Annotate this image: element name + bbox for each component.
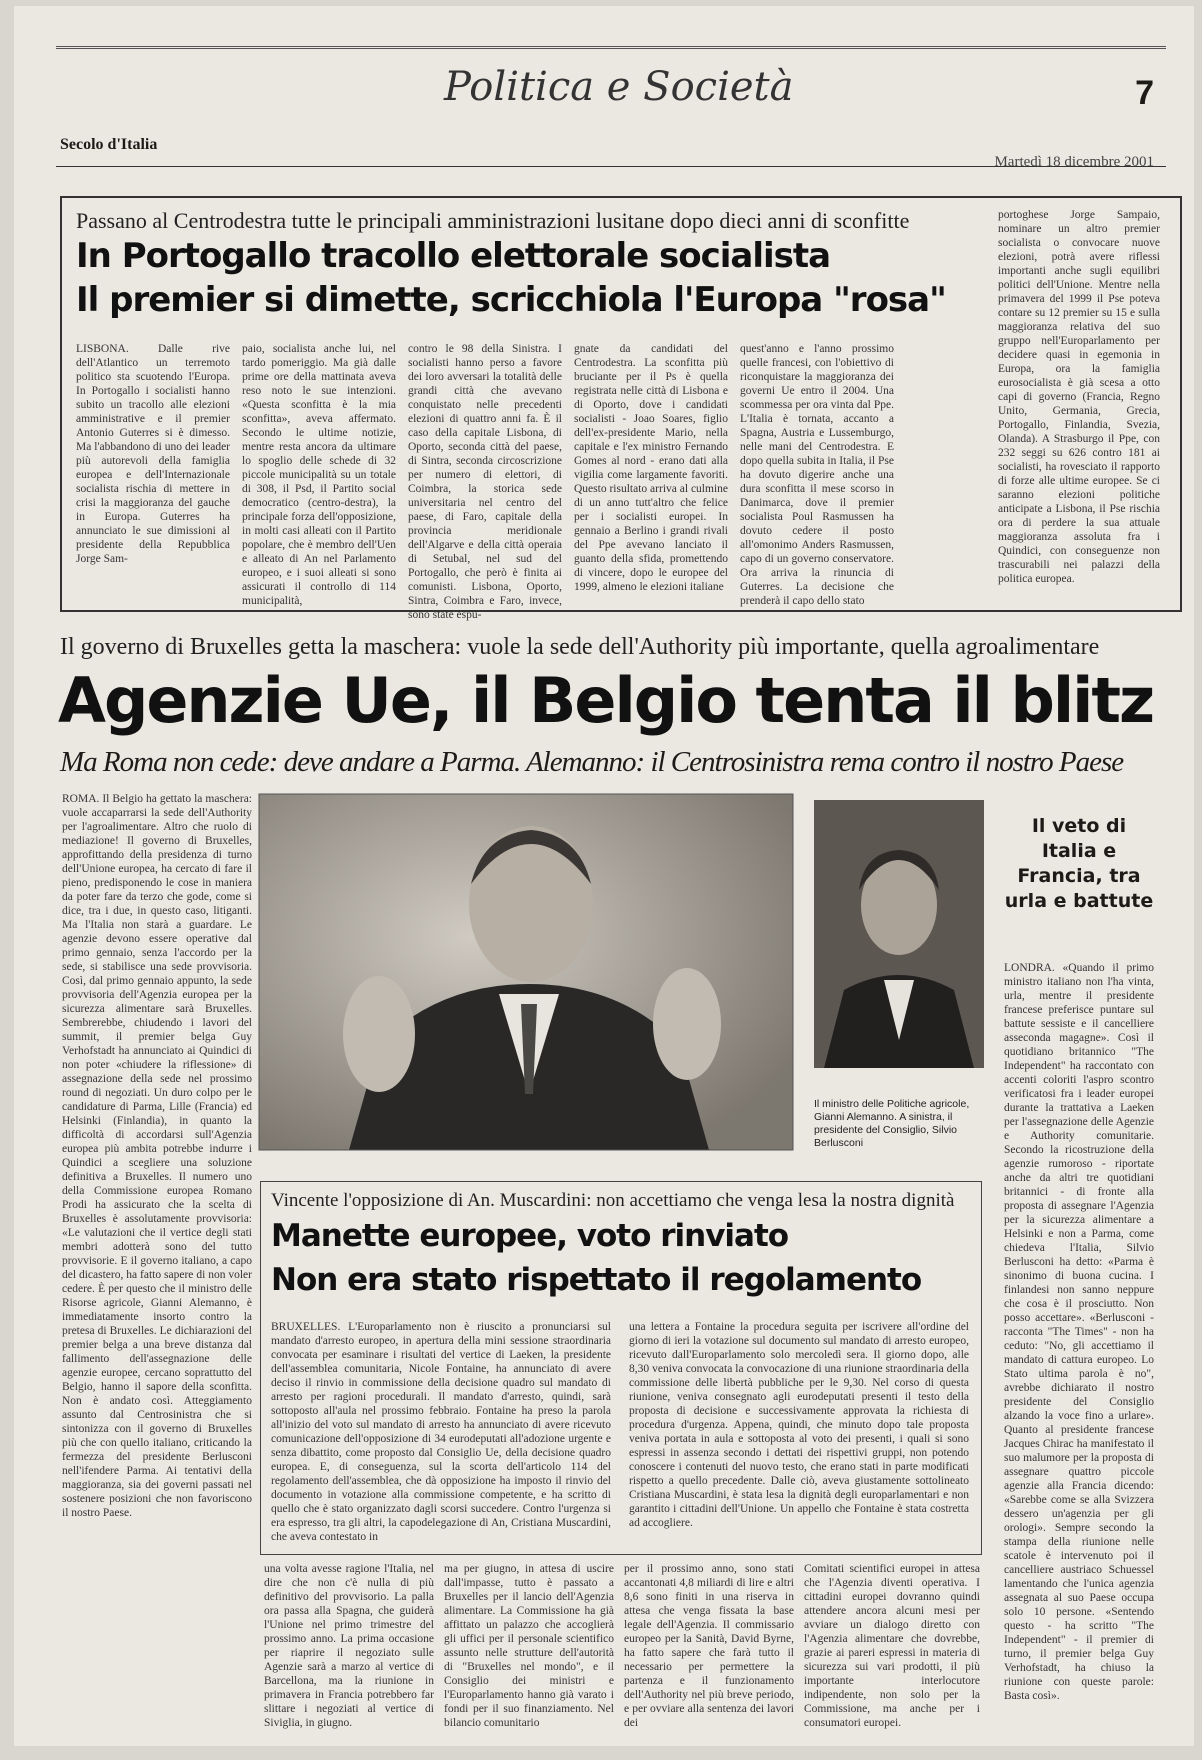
kicker: Vincente l'opposizione di An. Muscardini: non accettiamo che venga lesa la nostra dignità — [271, 1190, 955, 1211]
dateline: Martedì 18 dicembre 2001 — [994, 154, 1154, 170]
kicker: Il governo di Bruxelles getta la maschera: vuole la sede dell'Authority più importante, quella agroalimentare — [60, 634, 1100, 660]
sidebar-body: LONDRA. «Quando il primo ministro italiano non l'ha vinta, urla, mentre il presidente francese preferisce puntare sul battute sessiste e il cancelliere asseconda magagne». Così il quotidiano britannico "The Independent" ha raccontato con accenti coloriti l'aspro scontro verificatosi fra i leader europei durante la trattativa a Laeken per l'assegnazione delle Agenzie e Authority comunitarie. Secondo la ricostruzione della agenzie rumoroso - riportate anche da altri tre quotidiani britannici - di fronte alla proposta di assegnare l'Agenzia per la sicurezza alimentare a Helsinki e non a Parma, come chiedeva l'Italia, Silvio Berlusconi ha detto: «Parma è sinonimo di buona cucina. I finlandesi non sanno neppure che cosa è il prosciutto. Non posso accettare». «Berlusconi - racconta "The Times" - non ha ceduto: "No, gli accettiamo il mandato di cattura europeo. Lo Stato ultima parola è no", avrebbe dichiarato il nostro presidente del Consiglio alzando la voce fino a urlare». Quanto al presidente francese Jacques Chirac ha manifestato il suo malumore per la proposta di assegnare quattro piccole agenzie alla Francia dicendo: «Sarebbe come se alla Svizzera dessero un'agenzia per gli orologi». Sempre secondo la stampa della riunione nelle scatole è intervenuto poi il cancelliere austriaco Schuessel lamentando che l'unica agenzia assegnata al suo Paese occupa solo 10 persone. «Sentendo questo - ha scritto "The Independent" - il premier di turno, il premier belga Guy Verhofstadt, ha chiuso la riunione con queste parole: Basta così». — [1004, 962, 1154, 1702]
article-column: paio, socialista anche lui, nel tardo pomeriggio. Ma già dalle prime ore della mattinata aveva reso noto le sue intenzioni. «Questa sconfitta è la mia sconfitta», aveva affermato. Secondo le ultime notizie, mentre resta ancora da ultimare lo spoglio delle schede di 32 piccole municipalità su un totale di 308, il Psd, il Partito social democratico (centro-destra), la principale forza dell'opposizione, in molti casi alleati con il Partito popolare, che è membro dell'Uen e alleato di An nel Parlamento europeo, e i suoi alleati si sono assicurati il controllo di 114 municipalità, — [242, 343, 396, 607]
newspaper-page — [14, 6, 1194, 1746]
portrait-photo — [814, 800, 984, 1068]
portrait-photo — [259, 794, 793, 1150]
article-column: una lettera a Fontaine la procedura seguita per iscrivere all'ordine del giorno di ieri la votazione sul documento sul mandato di arresto europeo, ricevuto dall'Europarlamento solo mercoledì sera. Il giorno dopo, alle 8,30 veniva convocata la convocazione di una riunione straordinaria della commissione delle libertà pubbliche per le 9,30. Nel corso di questa riunione, veniva consegnato agli eurodeputati presenti il testo della proposta di decisione e successivamente approvata la richiesta di procedura d'urgenza. Appena, quindi, che minuto dopo tale proposta veniva portata in aula e sottoposta al voto dei presenti, i quali si sono espressi in assenza secondo i dettati dei rispettivi gruppi, non potendo conoscere i contenuti del nuovo testo, che erano stati in parte modificati rispetto a quello precedente. Dalle ciò, aveva giustamente sottolineato Cristiana Muscardini, è stata lesa la dignità degli europarlamentari e non garantito i cittadini dell'Unione. Un appello che Fontaine è stata costretta ad accogliere. — [629, 1321, 969, 1529]
article-portogallo — [60, 196, 1182, 621]
photo-alemanno — [814, 800, 984, 1068]
top-rule — [56, 46, 1166, 49]
subhead: Ma Roma non cede: deve andare a Parma. Alemanno: il Centrosinistra rema contro il nostro Paese — [60, 746, 1124, 778]
article-column: contro le 98 della Sinistra. I socialisti hanno perso a favore dei loro avversari la totalità delle grandi città che avevano conquistato nelle precedenti elezioni di quattro anni fa. È il caso della capitale Lisbona, di Oporto, seconda città del paese, di Sintra, seconda circoscrizione per numero di elettori, di Coimbra, la storica sede universitaria nel centro del paese, di Faro, capitale della provincia meridionale dell'Algarve e della città operaia di Setubal, nel sud del Portogallo, che però è finita ai comunisti. Lisbona, Oporto, Sintra, Coimbra e Faro, invece, sono state espu- — [408, 343, 562, 621]
headline: In Portogallo tracollo elettorale socialista — [76, 236, 831, 276]
photo-caption: Il ministro delle Politiche agricole, Gianni Alemanno. A sinistra, il presidente del Consiglio, Silvio Berlusconi — [814, 1098, 970, 1149]
headline-secondary: Non era stato rispettato il regolamento — [271, 1262, 922, 1298]
article-column: ROMA. Il Belgio ha gettato la maschera: vuole accaparrarsi la sede dell'Authority per l'agroalimentare. Altro che ruolo di mediazione! Il governo di Bruxelles, approfittando della presidenza di turno dell'Unione europea, ha cercato di fare il pieno, predisponendo le cose in maniera da poter fare da terzo che gode, come si dice, tra i due, in questo caso, litiganti. Ma l'Italia non starà a guardare. Le agenzie devono essere operative dal primo gennaio, senza l'accordo per la sede, si stabilisce una sede provvisoria. Così, dal primo gennaio appunto, la sede provvisoria dell'Agenzia europea per la sicurezza alimentare sarà Bruxelles. Sembrerebbe, chiudendo i lavori del summit, il premier belga Guy Verhofstadt ha annunciato ai Quindici di non poter «chiudere la riflessione» di assegnazione della sede nel prossimo round di negoziati. Un duro colpo per le candidature di Parma, Lille (Francia) ed Helsinki (Finlandia), in quanto la difficoltà di accordarsi sull'Agenzia europea più ambita potrebbe indurre i Quindici a scegliere una soluzione definitiva a Bruxelles. Il numero uno della Commissione europea Romano Prodi ha assicurato che la scelta di Bruxelles è assolutamente provvisoria: «Le valutazioni che il vertice degli stati membri adotterà sono del tutto provvisorie. E il governo italiano, a capo del dicastero, ha fatto sapere di non voler cedere. È per questo che il ministro delle Risorse agricole, Gianni Alemanno, è immediatamente insorto contro la pretesa di Bruxelles. Le dichiarazioni del premier belga a una breve distanza dal fallimento dell'assegnazione delle agenzie europee, cercano soprattutto del Belgio, hanno il sapore della sconfitta. Non è andato così. Atteggiamento assunto dal Centrosinistra che si sintonizza con il governo di Bruxelles più che con quello italiano, criticando la fermezza del presidente Berlusconi nell'ifendere Parma. Ai tentativi della maggioranza, sia dei governi passati nel sostenere posizioni che non favoriscono il nostro Paese. — [62, 793, 252, 1519]
headline: Manette europee, voto rinviato — [271, 1218, 789, 1254]
article-column: portoghese Jorge Sampaio, nominare un altro premier socialista o convocare nuove elezioni, potrà avere riflessi importanti anche sugli equilibri politici dell'Unione. Mentre nella primavera del 1999 il Pse poteva contare su 12 premier su 15 e sulla maggioranza relativa del suo gruppo nell'Europarlamento per decidere quasi in egemonia in Europa, ora la famiglia eurosocialista è già scesa a otto capi di governo (Francia, Regno Unito, Germania, Grecia, Portogallo, Finlandia, Svezia, Olanda). A Strasburgo il Ppe, con 232 seggi su 626 contro 181 ai socialisti, ha rovesciato il rapporto di forze alle ultime europee. Se ci saranno elezioni politiche anticipate a Lisbona, il Pse rischia ora di perdere la sua attuale maggioranza assoluta fra i Quindici, con conseguenze non trascurabili nei palazzi della politica europea. — [998, 209, 1160, 585]
article-column: Comitati scientifici europei in attesa che l'Agenzia diventi operativa. I cittadini europei dovranno quindi attendere ancora alcuni mesi per avviare un dialogo diretto con l'Agenzia alimentare che dovrebbe, grazie ai pareri espressi in materia di sicurezza sui vari prodotti, il più importante interlocutore indipendente, non solo per la Commissione, ma anche per i consumatori europei. — [804, 1563, 980, 1729]
article-column: BRUXELLES. L'Europarlamento non è riuscito a pronunciarsi sul mandato d'arresto europeo, in apertura della mini sessione straordinaria convocata per esaminare i risultati del vertice di Laeken, la presidente dell'assemblea comunitaria, Nicole Fontaine, ha annunciato di avere deciso il rinvio in commissione della decisione quadro sul mandato di arresto per ragioni procedurali. Il mandato d'arresto, quindi, sarà sottoposto all'aula nel prossimo febbraio. Fontaine ha preso la parola all'inizio del voto sul mandato di arresto ha annunciato di avere ricevuto comunicazione dell'opposizione di 34 eurodeputati all'adozione urgente e senza dibattito, come proposto dal Consiglio Ue, della decisione quadro europea. E, di conseguenza, sul la scorta dell'articolo 114 del regolamento dell'assemblea, che dà opposizione ha imposto il rinvio del documento in votazione alla commissione competente, e ha scritto di quello che è stato organizzato dagli scorsi succedere. Contro l'urgenza si era espresso, tra gli altri, la capodelegazione di An, Cristiana Muscardini, che aveva contestato in — [271, 1321, 611, 1543]
page-number: 7 — [1135, 74, 1154, 112]
article-column: quest'anno e l'anno prossimo quelle francesi, con l'obiettivo di riconquistare la maggioranza dei governi Ue entro il 2004. Una scommessa per ora vinta dal Ppe. L'Italia è tornata, accanto a Spagna, Austria e Lussemburgo, nelle mani del Centrodestra. E dopo quella subita in Italia, il Pse ha dovuto digerire anche una dura sconfitta il mese scorso in Danimarca, dove il premier socialista Poul Rasmussen ha dovuto cedere il posto all'omonimo Anders Rasmussen, capo di un governo conservatore. Ora arriva la rinuncia di Guterres. La decisione che prenderà il capo dello stato — [740, 343, 894, 607]
header-rule — [56, 166, 1166, 167]
headline-secondary: Il premier si dimette, scricchiola l'Europa "rosa" — [76, 280, 946, 320]
photo-berlusconi — [259, 794, 793, 1150]
article-column: ma per giugno, in attesa di uscire dall'impasse, tutto è passato a Bruxelles per il lancio dell'Agenzia alimentare. La Commissione ha già affittato un palazzo che accoglierà gli uffici per il personale scientifico assunto nelle strutture dell'autorità di "Bruxelles nel mondo", e il Consiglio dei ministri e l'Europarlamento hanno già varato i fondi per il suo finanziamento. Nel bilancio comunitario — [444, 1563, 614, 1729]
article-column: gnate da candidati del Centrodestra. La sconfitta più bruciante per il Ps è quella registrata nelle città di Lisbona e di Oporto, dove i candidati socialisti - Joao Soares, figlio dell'ex-presidente Mario, nella capitale e l'ex ministro Fernando Gomes al nord - erano dati alla vigilia come largamente favoriti. Questo risultato arriva al culmine di un anno tutt'altro che felice per i socialisti europei. In gennaio a Berlino i grandi rivali del Ppe avevano lanciato il guanto della sfida, promettendo di vincere, dopo le europee del 1999, almeno le elezioni italiane — [574, 343, 728, 593]
main-headline: Agenzie Ue, il Belgio tenta il blitz — [58, 664, 1154, 737]
article-column: LISBONA. Dalle rive dell'Atlantico un terremoto politico sta scuotendo l'Europa. In Portogallo i socialisti hanno subito un tracollo alle elezioni amministrative e il premier Antonio Guterres si è dimesso. Ma l'abbandono di uno dei leader più autorevoli della famiglia europea e dell'Internazionale socialista rischia di mettere in crisi la maggioranza del gauche in Europa. Guterres ha annunciato le sue dimissioni al presidente della Repubblica Jorge Sam- — [76, 343, 230, 565]
masthead: Secolo d'Italia — [60, 136, 158, 153]
article-manette — [260, 1181, 982, 1555]
kicker: Passano al Centrodestra tutte le principali amministrazioni lusitane dopo dieci anni di sconfitte — [76, 208, 910, 233]
section-title: Politica e Società — [444, 64, 794, 110]
sidebar-headline: Il veto di Italia e Francia, tra urla e battute — [1004, 815, 1154, 912]
article-column: per il prossimo anno, sono stati accantonati 4,8 miliardi di lire e altri 8,6 sono finiti in una riserva in attesa che venga fissata la base legale dell'Agenzia. Il commissario europeo per la Sanità, David Byrne, ha fatto sapere che farà tutto il necessario per permettere la partenza e il funzionamento dell'Authority nel più breve periodo, e per ovviare alla sentenza dei lavori dei — [624, 1563, 794, 1729]
article-column: una volta avesse ragione l'Italia, nel dire che non c'è nulla di più definitivo del provvisorio. La palla ora passa alla Spagna, che guiderà l'Unione nel primo trimestre del prossimo anno. La prima occasione per riaprire il negoziato sulle Agenzie sarà a marzo al vertice di Barcellona, ma la riunione in primavera in Francia potrebbero far slittare i negoziati al vertice di Siviglia, in giugno. — [264, 1563, 434, 1729]
